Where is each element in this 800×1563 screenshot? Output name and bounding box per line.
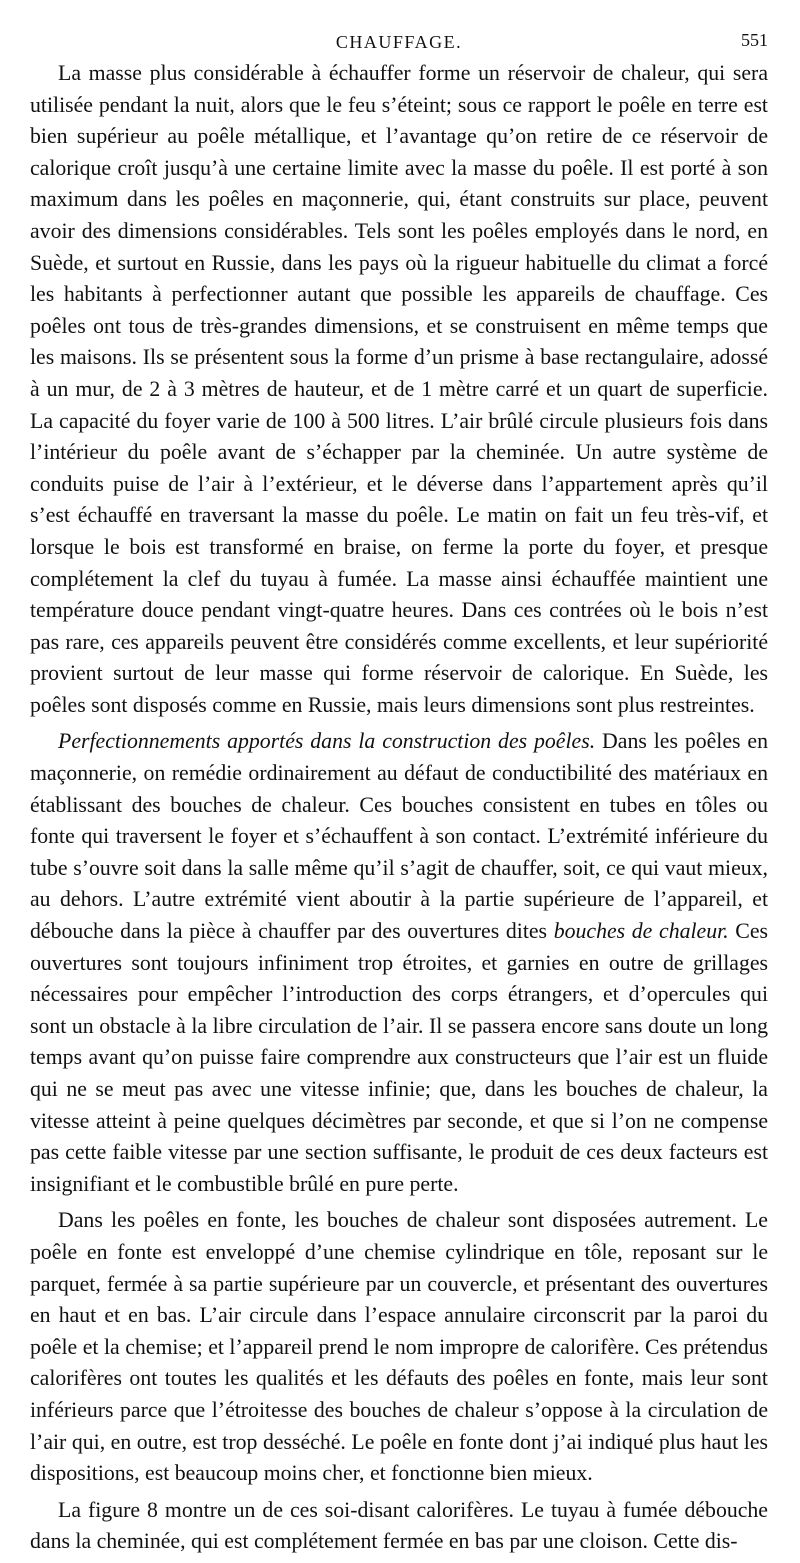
paragraph-text: Dans les poêles en fonte, les bouches de chaleur sont disposées autrement. Le poêle en fonte est enveloppé d’une chemise cylindrique en tôle, reposant sur le parquet, fermée à sa partie supérieure par un couvercle, et présentant des ouvertures en haut et en bas. L’air circule dans l’espace annulaire circonscrit par la paroi du poêle et la chemise; et l’appareil prend le nom impropre de calorifère. Ces prétendus calorifères ont toutes les qualités et les défauts des poêles en fonte, mais leur sont inférieurs parce que l’étroitesse des bouches de chaleur s’oppose à la circulation de l’air qui, en outre, est trop desséché. Le poêle en fonte dont j’ai indiqué plus haut les dispositions, est beaucoup moins cher, et fonctionne bien mieux. xyxy=(30,1208,768,1486)
paragraph-text: Ces ouvertures sont toujours infiniment trop étroites, et garnies en outre de grillages nécessaires pour empêcher l’introduction des corps étrangers, et d’opercules qui sont un obstacle à la libre circulation de l’air. Il se passera encore sans doute un long temps avant qu’on puisse faire comprendre aux constructeurs que l’air est un fluide qui ne se meut pas avec une vitesse infinie; que, dans les bouches de chaleur, la vitesse atteint à peine quelques décimètres par seconde, et que si l’on ne compense pas cette faible vitesse par une section suffisante, le produit de ces deux facteurs est insignifiant et le combustible brûlé en pure perte. xyxy=(30,919,768,1196)
running-title: CHAUFFAGE. xyxy=(335,32,463,52)
page-number: 551 xyxy=(741,30,768,50)
running-head xyxy=(30,24,768,58)
paragraph xyxy=(30,58,768,721)
body-text xyxy=(30,58,768,1558)
italic-term: bouches de chaleur. xyxy=(553,919,729,944)
paragraph-text: La masse plus considérable à échauffer forme un réservoir de chaleur, qui sera utilisée pendant la nuit, alors que le feu s’éteint; sous ce rapport le poêle en terre est bien supérieur au poêle métallique, et l’avantage qu’on retire de ce réservoir de calorique croît jusqu’à une certaine limite avec la masse du poêle. Il est porté à son maximum dans les poêles en maçonnerie, qui, étant construits sur place, peuvent avoir des dimensions considérables. Tels sont les poêles employés dans le nord, en Suède, et surtout en Russie, dans les pays où la rigueur habituelle du climat a forcé les habitants à perfectionner autant que possible les appareils de chauffage. Ces poêles ont tous de très-grandes dimensions, et se construisent en même temps que les maisons. Ils se présentent sous la forme d’un prisme à base rectangulaire, adossé à un mur, de 2 à 3 mètres de hauteur, et de 1 mètre carré et un quart de superficie. La capacité du foyer varie de 100 à 500 litres. L’air brûlé circule plusieurs fois dans l’intérieur du poêle avant de s’échapper par la cheminée. Un autre système de conduits puise de l’air à l’extérieur, et le déverse dans l’appartement après qu’il s’est échauffé en traversant la masse du poêle. Le matin on fait un feu très-vif, et lorsque le bois est transformé en braise, on ferme la porte du foyer, et presque complétement la clef du tuyau à fumée. La masse ainsi échauffée maintient une température douce pendant vingt-quatre heures. Dans ces contrées où le bois n’est pas rare, ces appareils peuvent être considérés comme excellents, et leur supériorité provient surtout de leur masse qui forme réservoir de calorique. En Suède, les poêles sont disposés comme en Russie, mais leurs dimensions sont plus restreintes. xyxy=(30,61,768,717)
paragraph xyxy=(30,726,768,1200)
paragraph-text: La figure 8 montre un de ces soi-disant calorifères. Le tuyau à fumée débouche dans la cheminée, qui est complétement fermée en bas par une cloison. Cette dis- xyxy=(30,1497,768,1554)
book-page xyxy=(30,24,768,1563)
section-heading: Perfectionnements apportés dans la construction des poêles. xyxy=(58,729,596,754)
paragraph xyxy=(30,1205,768,1489)
paragraph-text: Dans les poêles en maçonnerie, on remédie ordinairement au défaut de conductibilité des matériaux en établissant des bouches de chaleur. Ces bouches consistent en tubes en tôles ou fonte qui traversent le foyer et s’échauffent à son contact. L’extrémité inférieure du tube s’ouvre soit dans la salle même qu’il s’agit de chauffer, soit, ce qui vaut mieux, au dehors. L’autre extrémité vient aboutir à la partie supérieure de l’appareil, et débouche dans la pièce à chauffer par des ouvertures dites xyxy=(30,729,768,944)
paragraph xyxy=(30,1495,768,1558)
